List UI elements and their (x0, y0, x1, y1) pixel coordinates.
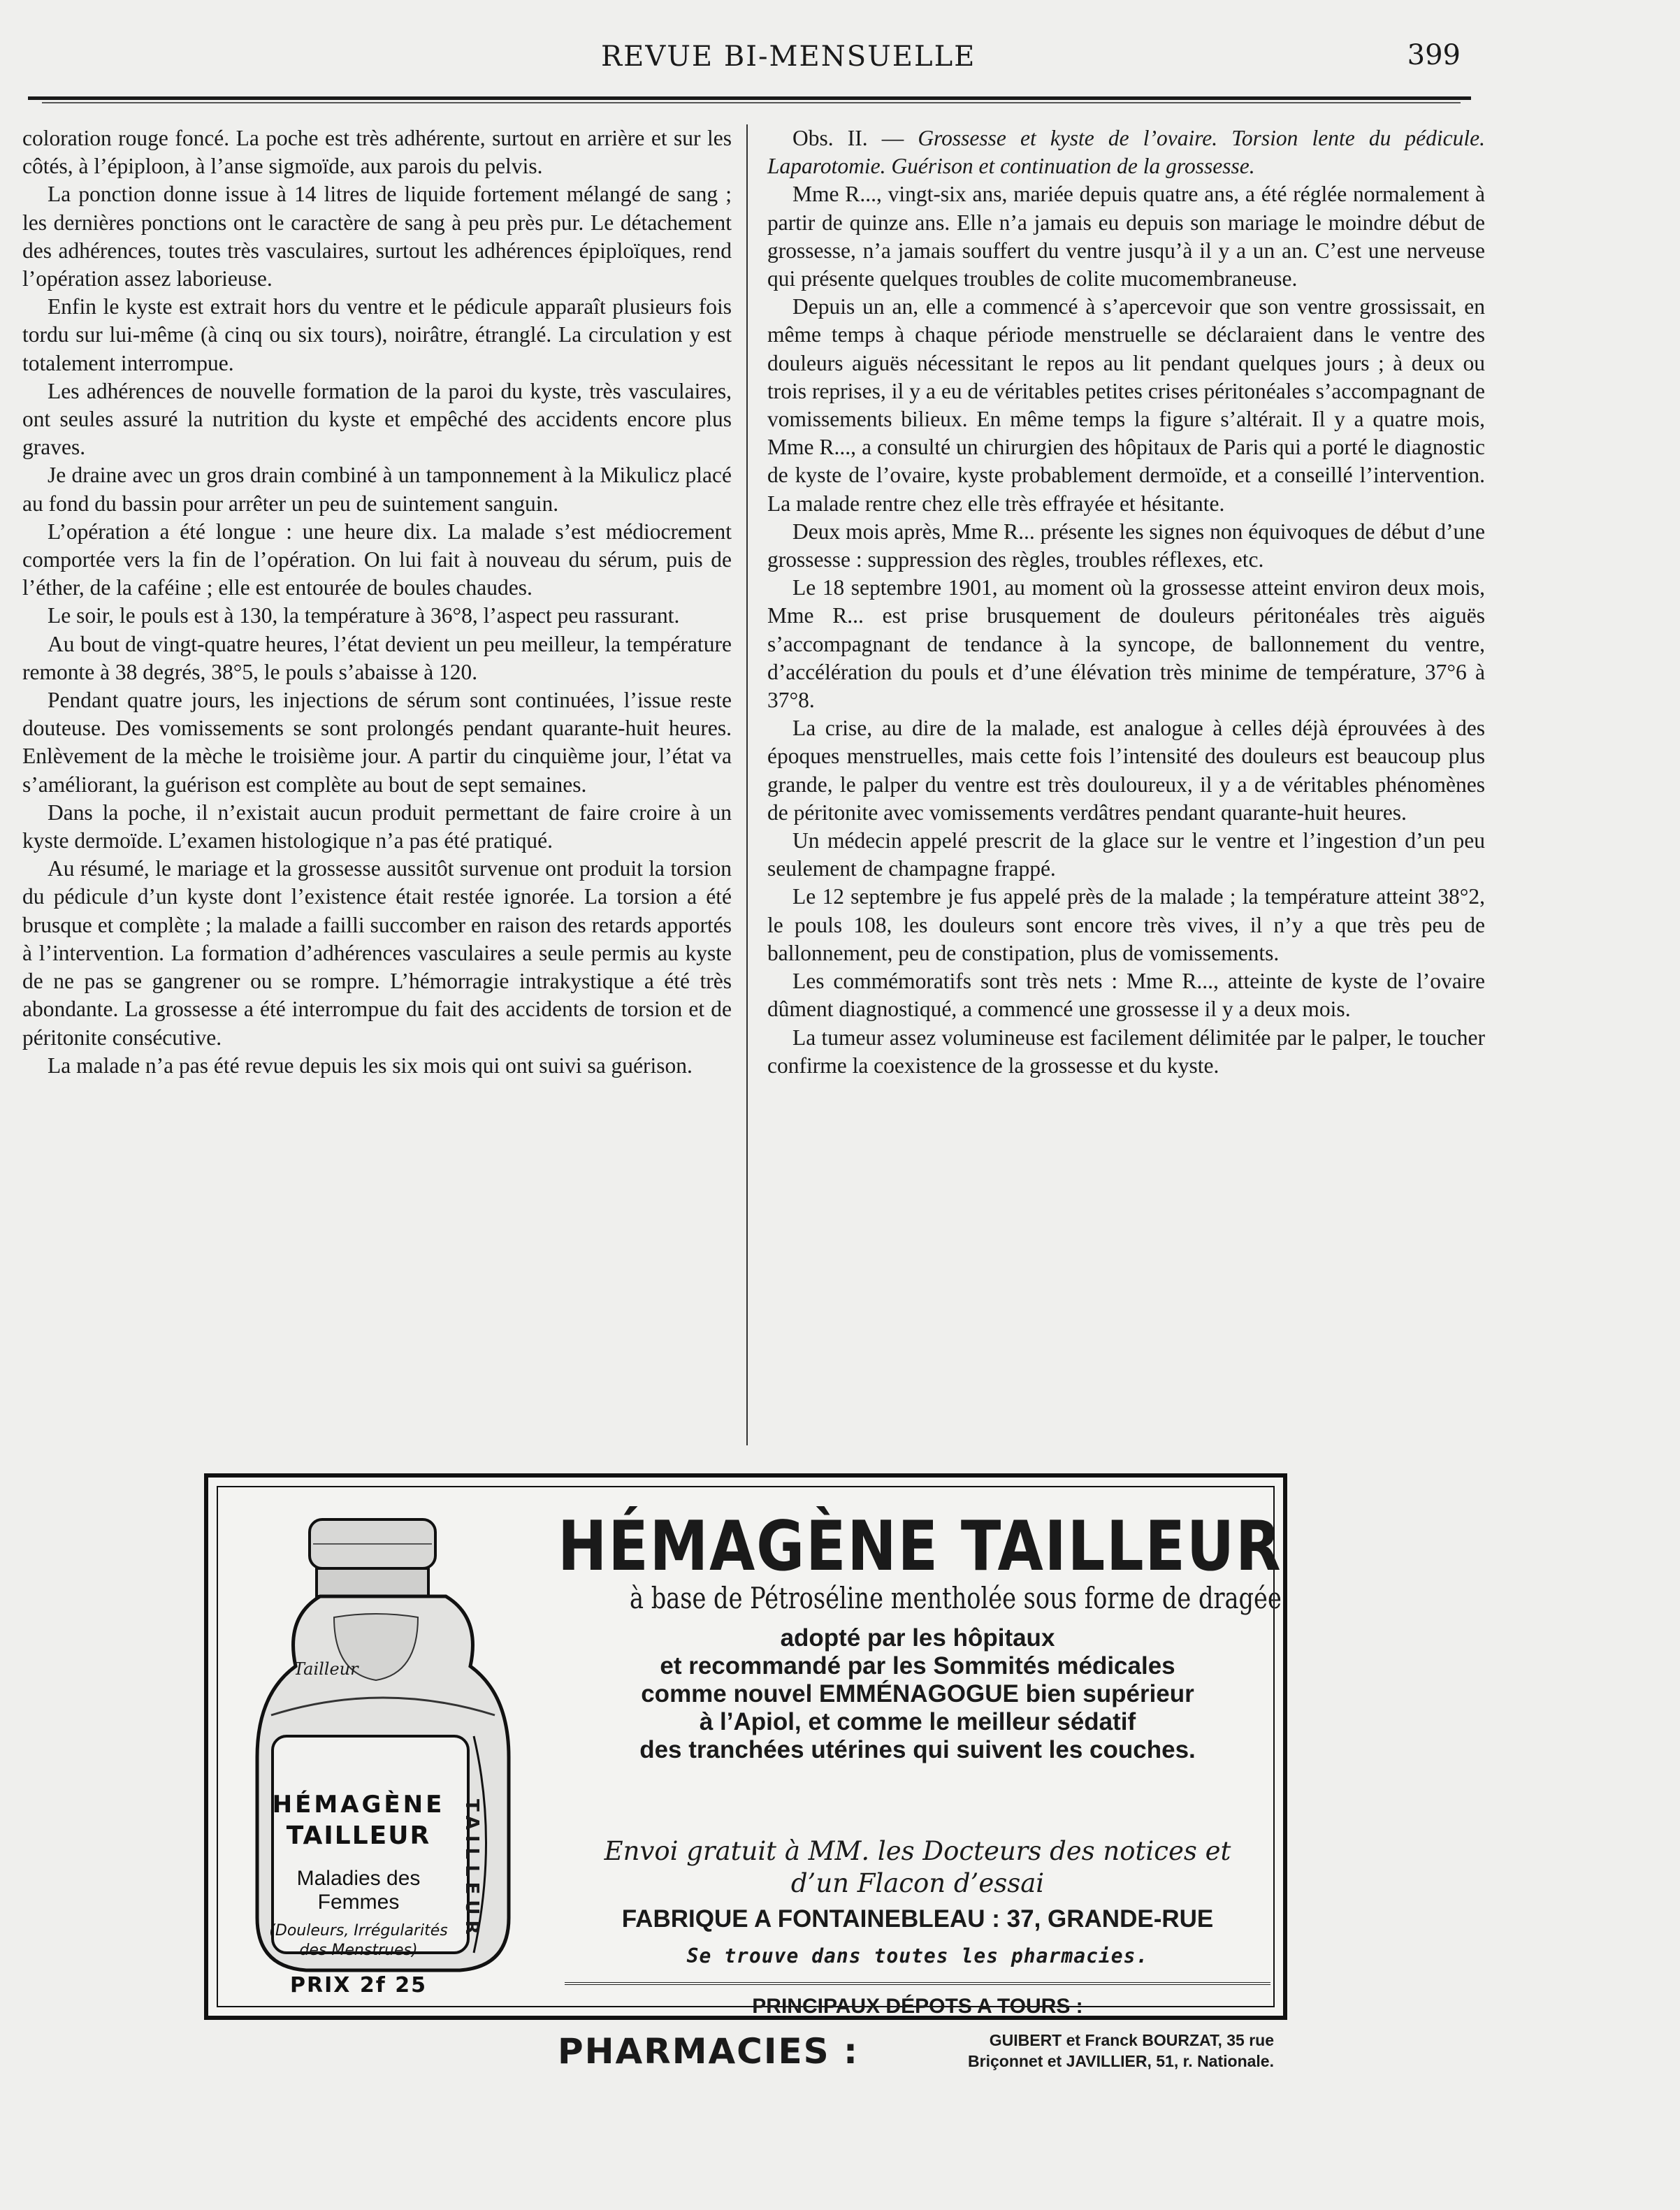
bottle-side-text: TAILLEUR (461, 1799, 482, 1940)
paragraph: Depuis un an, elle a commencé à s’apercevoir que son ventre grossissait, en même temps à chaque période menstruelle se déclaraient dans le ventre des douleurs aiguës nécessitant le repos au lit pendant quelques jours ; à deux ou trois reprises, il y a eu de véritables petites crises péritonéales s’accompagnant de vomissements bilieux. En même temps la figure s’altérait. Il y a quatre mois, Mme R..., a consulté un chirurgien des hôpitaux de Paris qui a porté le diagnostic de kyste de l’ovaire, kyste probablement dermoïde, et a conseillé l’intervention. La malade rentre chez elle très effrayée et hésitante. (767, 294, 1485, 516)
paragraph: Mme R..., vingt-six ans, mariée depuis quatre ans, a été réglée normalement à partir de quinze ans. Elle n’a jamais eu depuis son mariage le moindre début de grossesse, n’a jamais souffert du ventre jusqu’à il y a un an. C’est une nerveuse qui présente quelques troubles de colite mucomembraneuse. (767, 182, 1485, 291)
ad-availability: Se trouve dans toutes les pharmacies. (686, 1944, 1149, 1967)
ad-body-line: à l’Apiol, et comme le meilleur sédatif (699, 1708, 1136, 1735)
ad-pharmacies-label: PHARMACIES : (558, 2031, 860, 2072)
left-column (22, 124, 732, 1080)
paragraph: Le 18 septembre 1901, au moment où la grossesse atteint environ deux mois, Mme R... est prise brusquement de douleurs péritonéales très aiguës s’accompagnant de tendance à la syncope, de ballonnement du ventre, d’accélération du pouls et d’une élévation très minime de température, 37°6 à 37°8. (767, 575, 1485, 713)
page-number: 399 (1407, 39, 1461, 71)
bottle-cap-signature: Tailleur (294, 1659, 359, 1679)
paragraph: La malade n’a pas été revue depuis les six mois qui ont suivi sa guérison. (48, 1053, 693, 1078)
paragraph: La crise, au dire de la malade, est analogue à celles déjà éprouvées à des époques menstruelles, mais cette fois l’intensité des douleurs est beaucoup plus grande, le palper du ventre est très douloureux, il y a de véritables phénomènes de péritonite avec vomissements verdâtres pendant quarante-huit heures. (767, 716, 1485, 825)
header-rule (28, 96, 1471, 100)
ad-body-line: adopté par les hôpitaux (780, 1624, 1055, 1652)
ad-body (558, 1624, 1277, 1764)
paragraph: Les commémoratifs sont très nets : Mme R..., atteinte de kyste de l’ovaire dûment diagnostiqué, a commencé une grossesse il y a deux mois. (767, 969, 1485, 1022)
obs-title: Grossesse et kyste de l’ovaire. Torsion lente du pédicule. Laparotomie. Guérison et continuation de la grossesse. (767, 126, 1485, 179)
bottle-maladies: Maladies des Femmes (296, 1867, 421, 1914)
running-title: REVUE BI-MENSUELLE (601, 41, 976, 73)
ad-factory: FABRIQUE A FONTAINEBLEAU : 37, GRANDE-RUE (621, 1905, 1214, 1933)
ad-addresses (841, 2030, 1274, 2072)
paragraph: La ponction donne issue à 14 litres de liquide fortement mélangé de sang ; les dernières ponctions ont le caractère de sang à peu près pur. Le détachement des adhérences, toutes très vasculaires, surtout les adhérences épiploïques, rend l’opération assez laborieuse. (22, 182, 732, 291)
paragraph: Au bout de vingt-quatre heures, l’état devient un peu meilleur, la température remonte à 38 degrés, 38°5, le pouls s’abaisse à 120. (22, 631, 732, 684)
paragraph: Je draine avec un gros drain combiné à un tamponnement à la Mikulicz placé au fond du bassin pour arrêter un peu de suintement sanguin. (22, 463, 732, 516)
bottle-douleurs: (Douleurs, Irrégularités des Menstrues) (269, 1922, 448, 1959)
paragraph: L’opération a été longue : une heure dix. La malade s’est médiocrement comportée vers la fin de l’opération. On lui fait à nouveau du sérum, puis de l’éther, de la caféine ; elle est entourée de boules chaudes. (22, 519, 732, 600)
paragraph: Le 12 septembre je fus appelé près de la malade ; la température atteint 38°2, le pouls 108, les douleurs sont encore très vives, il n’y a que très peu de ballonnement, peu de constipation, plus de vomissements. (767, 884, 1485, 965)
bottle-illustration (229, 1505, 544, 1998)
ad-title: HÉMAGÈNE TAILLEUR (558, 1507, 1282, 1587)
ad-offer (558, 1835, 1277, 1900)
column-divider (746, 124, 748, 1445)
right-column (767, 124, 1485, 1080)
paragraph: Un médecin appelé prescrit de la glace sur le ventre et l’ingestion d’un peu seulement de champagne frappé. (767, 828, 1485, 881)
ad-body-line: comme nouvel EMMÉNAGOGUE bien supérieur (641, 1680, 1194, 1707)
paragraph: Deux mois après, Mme R... présente les signes non équivoques de début d’une grossesse : suppression des règles, troubles réflexes, etc. (767, 519, 1485, 572)
paragraph: coloration rouge foncé. La poche est très adhérente, surtout en arrière et sur les côtés, à l’épiploon, à l’anse sigmoïde, aux parois du pelvis. (22, 126, 732, 179)
bottle-arc-text: HÉMAGÈNE (272, 1791, 445, 1819)
header-rule-thin (42, 102, 1461, 103)
ad-separator (565, 1982, 1270, 1985)
ad-offer-line: Envoi gratuit à MM. les Docteurs des notices et (604, 1836, 1231, 1866)
paragraph: Le soir, le pouls est à 130, la température à 36°8, l’aspect peu rassurant. (48, 603, 680, 628)
paragraph: Pendant quatre jours, les injections de sérum sont continuées, l’issue reste douteuse. Des vomissements se sont prolongés pendant quarante-huit heures. Enlèvement de la mèche le troisième jour. A partir du cinquième jour, l’état va s’améliorant, la guérison est complète au bout de sept semaines. (22, 688, 732, 797)
ad-subtitle: à base de Pétroséline mentholée sous forme de dragée (630, 1581, 1282, 1615)
ad-body-line: des tranchées utérines qui suivent les couches. (639, 1736, 1196, 1763)
ad-offer-line: d’un Flacon d’essai (790, 1868, 1045, 1898)
ad-address-line: GUIBERT et Franck BOURZAT, 35 rue (989, 2031, 1274, 2049)
bottle-label (268, 1791, 449, 1998)
ad-body-line: et recommandé par les Sommités médicales (660, 1652, 1175, 1680)
ad-depots-heading: PRINCIPAUX DÉPOTS A TOURS : (752, 1995, 1083, 2018)
bottle-price: PRIX 2f 25 (290, 1973, 427, 1998)
paragraph: Enfin le kyste est extrait hors du ventre et le pédicule apparaît plusieurs fois tordu sur lui-même (à cinq ou six tours), noirâtre, étranglé. La circulation y est totalement interrompue. (22, 294, 732, 375)
paragraph: Au résumé, le mariage et la grossesse aussitôt survenue ont produit la torsion du pédicule d’un kyste dont l’existence était restée ignorée. La torsion a été brusque et complète ; la malade a failli succomber en raison des retards apportés à l’intervention. La formation d’adhérences vasculaires a seule permis au kyste de ne pas se gangrener ou se rompre. L’hémorragie intrakystique a été très abondante. La grossesse a été interrompue du fait des accidents de torsion et de péritonite consécutive. (22, 856, 732, 1050)
observation-heading (767, 124, 1485, 180)
advertisement (204, 1473, 1287, 2072)
page-header (28, 35, 1475, 84)
obs-label: Obs. II. — (792, 126, 918, 150)
paragraph: Les adhérences de nouvelle formation de la paroi du kyste, très vasculaires, ont seules assuré la nutrition du kyste et empêché des accidents encore plus graves. (22, 378, 732, 460)
paragraph: La tumeur assez volumineuse est facilement délimitée par le palper, le toucher confirme la coexistence de la grossesse et du kyste. (767, 1025, 1485, 1078)
bottle-brand: TAILLEUR (286, 1821, 431, 1850)
ad-address-line: Briçonnet et JAVILLIER, 51, r. Nationale. (968, 2052, 1274, 2070)
paragraph: Dans la poche, il n’existait aucun produit permettant de faire croire à un kyste dermoïde. L’examen histologique n’a pas été pratiqué. (22, 800, 732, 853)
